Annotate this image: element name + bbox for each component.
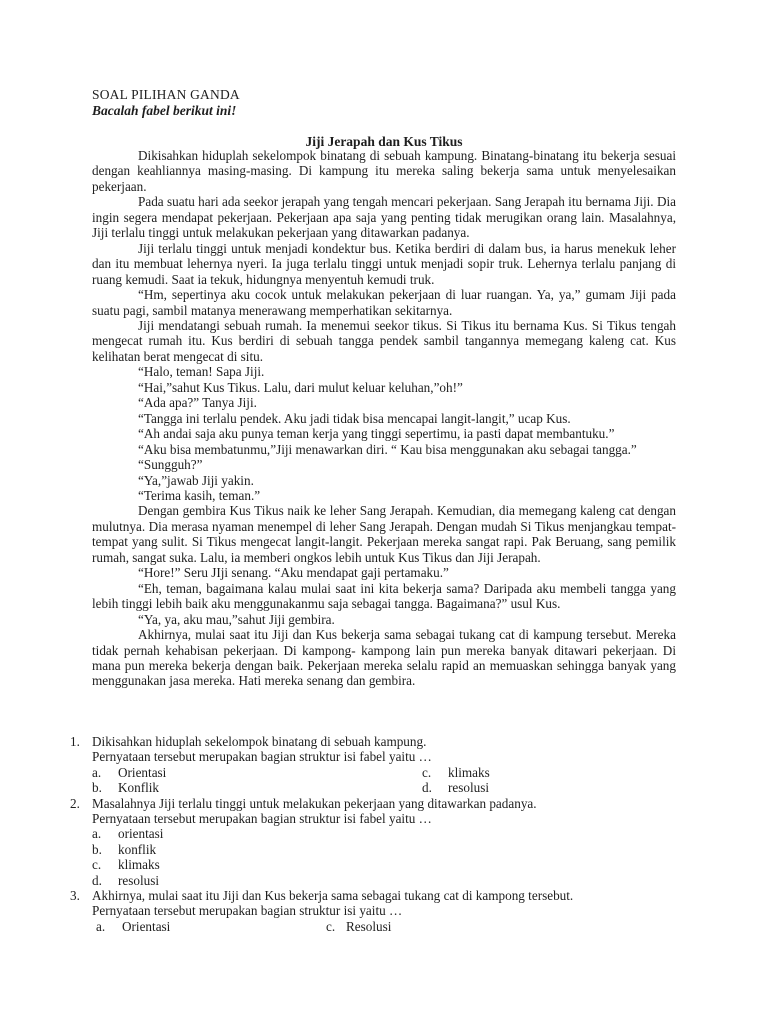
option-label: c. [92, 857, 102, 873]
option-text: orientasi [118, 826, 164, 842]
story-paragraph: “Halo, teman! Sapa Jiji. [138, 364, 265, 380]
answer-options [92, 765, 690, 796]
option-label: d. [92, 872, 102, 888]
option-label: b. [92, 780, 102, 796]
story-paragraph: “Hm, sepertinya aku cocok untuk melakukan pekerjaan di luar ruangan. Ya, ya,” gumam Jiji pada suatu pagi, sambil matanya menerawang memperhatikan sekitarnya. [92, 287, 676, 318]
option-text: Resolusi [346, 918, 392, 934]
story-body [92, 148, 676, 689]
option-text: resolusi [448, 780, 490, 796]
answer-option-a[interactable] [96, 919, 326, 934]
story-paragraph: “Eh, teman, bagaimana kalau mulai saat ini kita bekerja sama? Daripada aku membeli tangga yang lebih tinggi lebih baik aku menggunakanmu saja sebagai tangga. Bagaimana?” usul Kus. [92, 580, 676, 612]
question-statement: Dikisahkan hiduplah sekelompok binatang di sebuah kampung. [92, 734, 427, 749]
option-text: klimaks [118, 857, 160, 873]
option-label: c. [422, 764, 432, 780]
answer-option-b[interactable] [92, 780, 422, 795]
answer-option-d[interactable] [422, 780, 622, 795]
option-label: b. [92, 841, 102, 857]
option-text: Orientasi [118, 764, 167, 780]
question-prompt: Pernyataan tersebut merupakan bagian struktur isi fabel yaitu … [92, 811, 432, 827]
answer-option-d[interactable] [92, 873, 690, 888]
option-label: d. [422, 780, 432, 796]
option-label: a. [92, 826, 102, 842]
option-text: Orientasi [122, 918, 171, 934]
story-paragraph: “Ah andai saja aku punya teman kerja yang tinggi sepertimu, ia pasti dapat membantuku.” [138, 426, 615, 442]
option-text: konflik [118, 841, 157, 857]
option-label: a. [96, 918, 106, 934]
option-text: Konflik [118, 780, 160, 796]
option-text: klimaks [448, 764, 490, 780]
answer-option-c[interactable] [92, 857, 690, 872]
question-item [70, 734, 690, 796]
story-paragraph: Dikisahkan hiduplah sekelompok binatang di sebuah kampung. Binatang-binatang itu bekerja sesuai dengan keahliannya masing-masing. Di kampung itu mereka saling bekerja sama untuk menyelesaikan pekerjaan. [92, 148, 676, 194]
section-title: SOAL PILIHAN GANDA [92, 87, 240, 102]
option-text: resolusi [118, 872, 160, 888]
story-paragraph: Dengan gembira Kus Tikus naik ke leher Sang Jerapah. Kemudian, dia memegang kaleng cat dengan mulutnya. Dia merasa nyaman menempel di leher Sang Jerapah. Dengan mudah Si Tikus menjangkau tempat-tempat yang sulit. Si Tikus mengecat langit-langit. Pekerjaan mereka sangat rapi. Pak Beruang, sang pemilik rumah, sangat suka. Lalu, ia memberi ongkos lebih untuk Kus Tikus dan Jiji Jerapah. [92, 503, 676, 565]
question-statement: Masalahnya Jiji terlalu tinggi untuk melakukan pekerjaan yang ditawarkan padanya. [92, 795, 537, 811]
story-paragraph: “Sungguh?” [138, 457, 203, 473]
story-paragraph: “Tangga ini terlalu pendek. Aku jadi tidak bisa mencapai langit-langit,” ucap Kus. [138, 410, 571, 426]
answer-option-b[interactable] [92, 842, 690, 857]
question-item [70, 888, 690, 934]
instruction: Bacalah fabel berikut ini! [92, 103, 237, 118]
story-paragraph: Jiji mendatangi sebuah rumah. Ia menemui seekor tikus. Si Tikus itu bernama Kus. Si Tikus tengah mengecat rumah itu. Kus berdiri di sebuah tangga pendek sambil tangannya memegang kaleng cat. Kus kelihatan berat mengecat di situ. [92, 317, 676, 364]
answer-option-c[interactable] [326, 919, 391, 934]
answer-options [96, 919, 690, 934]
question-number: 2. [70, 795, 80, 811]
story-paragraph: “Hai,”sahut Kus Tikus. Lalu, dari mulut keluar keluhan,”oh!” [138, 379, 463, 395]
question-item [70, 796, 690, 888]
story-paragraph: Pada suatu hari ada seekor jerapah yang tengah mencari pekerjaan. Sang Jerapah itu bernama Jiji. Dia ingin segera mendapat pekerjaan. Pekerjaan apa saja yang penting tidak merugikan orang lain. Masalahnya, Jiji terlalu tinggi untuk melakukan pekerjaan yang ditawarkan padanya. [92, 194, 676, 241]
answer-option-a[interactable] [92, 826, 690, 841]
question-prompt: Pernyataan tersebut merupakan bagian struktur isi fabel yaitu … [92, 749, 432, 765]
question-statement: Akhirnya, mulai saat itu Jiji dan Kus bekerja sama sebagai tukang cat di kampong tersebut. [92, 888, 574, 904]
story-paragraph: “Ya,”jawab Jiji yakin. [138, 472, 254, 488]
answer-option-c[interactable] [422, 765, 622, 780]
story-paragraph: “Terima kasih, teman.” [138, 487, 261, 503]
option-label: c. [326, 918, 336, 934]
question-prompt: Pernyataan tersebut merupakan bagian struktur isi yaitu … [92, 903, 403, 919]
story-paragraph: “Aku bisa membatunmu,”Jiji menawarkan diri. “ Kau bisa menggunakan aku sebagai tangga.” [138, 441, 637, 457]
question-list [70, 734, 690, 934]
story-title: Jiji Jerapah dan Kus Tikus [305, 134, 463, 149]
story-paragraph: “Ada apa?” Tanya Jiji. [138, 395, 257, 411]
story-paragraph: Jiji terlalu tinggi untuk menjadi kondektur bus. Ketika berdiri di dalam bus, ia harus menekuk leher dan itu membuat lehernya nyeri. Ia juga terlalu tinggi untuk menjadi sopir truk. Lehernya terlalu panjang di ruang kemudi. Saat ia tekuk, hidungnya menyentuh kemudi truk. [92, 240, 676, 287]
option-label: a. [92, 764, 102, 780]
question-number: 1. [70, 734, 80, 749]
story-paragraph: “Hore!” Seru JIji senang. “Aku mendapat gaji pertamaku.” [138, 565, 449, 581]
story-paragraph: “Ya, ya, aku mau,”sahut Jiji gembira. [138, 611, 335, 627]
answer-option-a[interactable] [92, 765, 422, 780]
story-paragraph: Akhirnya, mulai saat itu Jiji dan Kus bekerja sama sebagai tukang cat di kampung tersebut. Mereka tidak pernah kehabisan pekerjaan. Di kampong- kampong lain pun mereka banyak ditawari pekerjaan. Di mana pun mereka bekerja dengan baik. Pekerjaan mereka selalu rapid an memuaskan sehingga banyak yang menggunakan jasa mereka. Hati mereka senang dan gembira. [92, 627, 676, 689]
question-number: 3. [70, 888, 80, 904]
